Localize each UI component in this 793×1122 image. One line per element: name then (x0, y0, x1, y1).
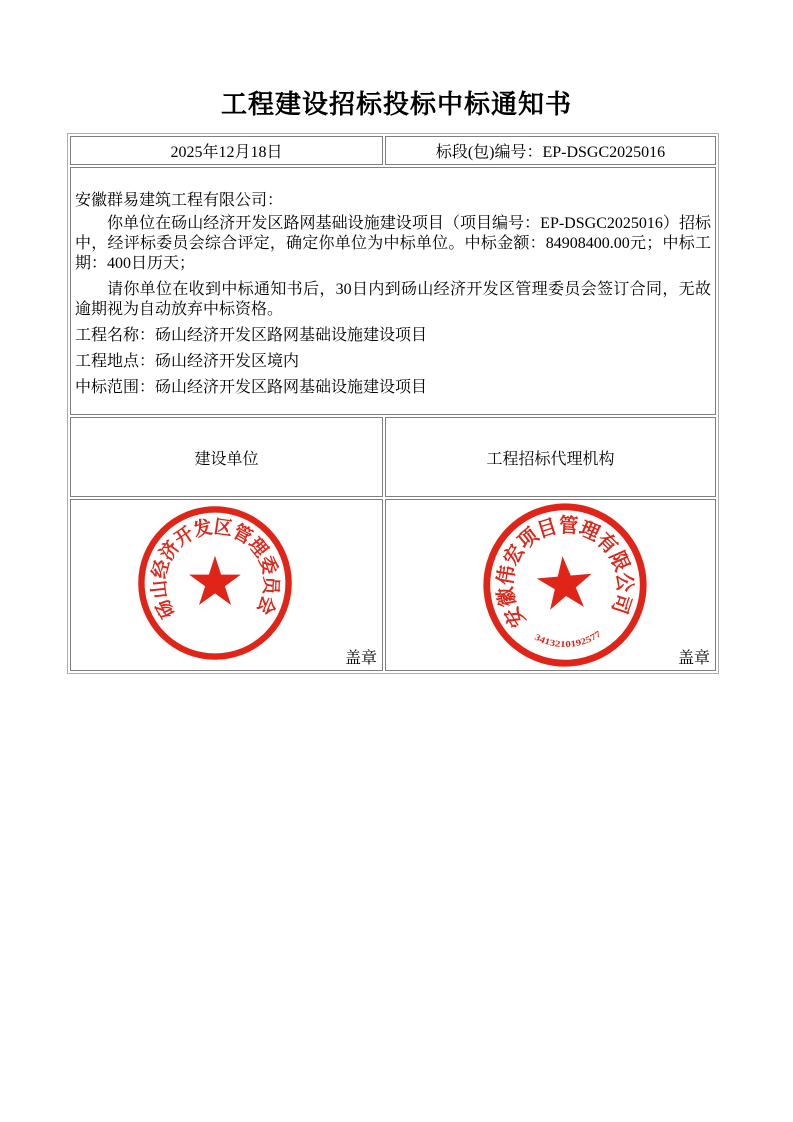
date-cell: 2025年12月18日 (70, 136, 383, 165)
contract-paragraph: 请你单位在收到中标通知书后，30日内到砀山经济开发区管理委员会签订合同，无故逾期视为自动放弃中标资格。 (75, 280, 711, 318)
project-name-line: 工程名称：砀山经济开发区路网基础设施建设项目 (75, 326, 428, 344)
seal-arc-text: 砀山经济开发区管理委员会 (148, 516, 281, 622)
seal-arc-text: 安徽伟宏项目管理有限公司 (494, 514, 636, 631)
table-row (70, 417, 716, 497)
recipient-company: 安徽群易建筑工程有限公司： (75, 191, 284, 209)
project-location-line: 工程地点：砀山经济开发区境内 (75, 352, 300, 370)
page-title: 工程建设招标投标中标通知书 (220, 90, 572, 120)
star-icon (535, 554, 594, 611)
notice-body-cell (70, 167, 716, 415)
star-icon (189, 556, 241, 605)
agency-stamp-cell (385, 499, 716, 671)
stamp-label: 盖章 (677, 650, 710, 667)
table-row (70, 167, 716, 415)
seal-registration-number: 3413210192577 (532, 629, 602, 650)
award-scope-line: 中标范围：砀山经济开发区路网基础设施建设项目 (75, 378, 428, 396)
award-paragraph: 你单位在砀山经济开发区路网基础设施建设项目（项目编号：EP-DSGC2025016）招标中，经评标委员会综合评定，确定你单位为中标单位。中标金额：84908400.00元；中标工期：400日历天； (75, 214, 711, 272)
agency-official-seal (480, 500, 650, 670)
notice-table (67, 133, 719, 674)
builder-unit-header: 建设单位 (70, 417, 383, 497)
agency-header: 工程招标代理机构 (385, 417, 716, 497)
bid-number-cell: 标段(包)编号：EP-DSGC2025016 (385, 136, 716, 165)
stamp-label: 盖章 (344, 650, 377, 667)
table-row (70, 136, 716, 165)
builder-official-seal (135, 503, 295, 663)
builder-stamp-cell (70, 499, 383, 671)
table-row (70, 499, 716, 671)
